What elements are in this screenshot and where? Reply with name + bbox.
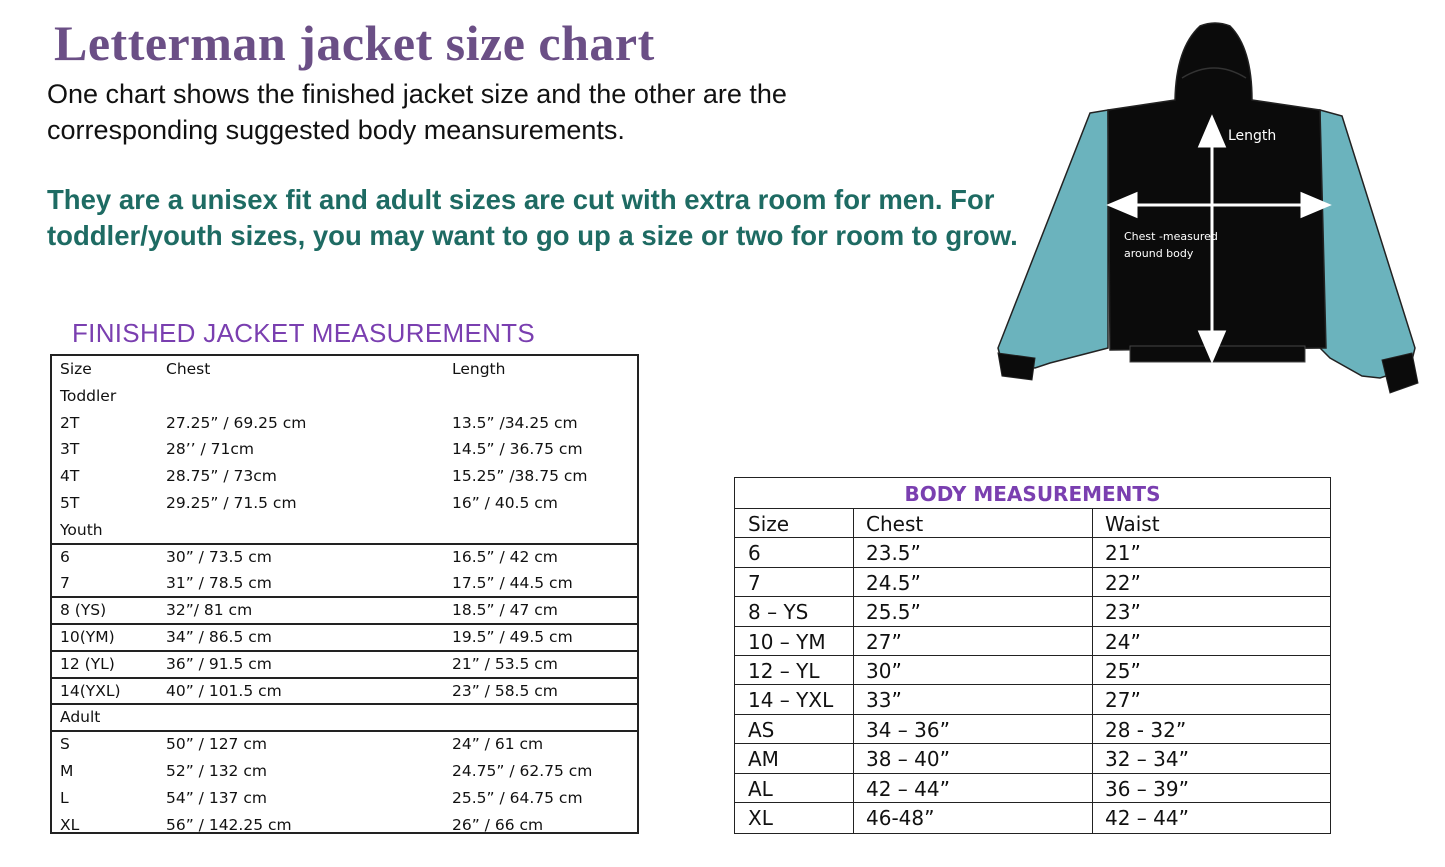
cell-chest: Chest — [166, 360, 211, 378]
cell-length: 17.5” / 44.5 cm — [452, 574, 573, 593]
cell-chest: 34 – 36” — [866, 717, 950, 742]
table-row — [52, 812, 637, 839]
right-sleeve — [1320, 110, 1415, 378]
cell-size: Size — [60, 360, 92, 378]
table-row — [52, 356, 637, 383]
cell-waist: 21” — [1105, 541, 1141, 566]
intro-text: One chart shows the finished jacket size and the other are the corresponding suggested body meansurements. — [47, 79, 787, 145]
table-row — [52, 678, 637, 705]
table-row — [52, 651, 637, 678]
cell-size: 8 – YS — [748, 600, 809, 625]
cell-size: XL — [60, 815, 80, 834]
cell-waist: 36 – 39” — [1105, 776, 1189, 801]
cell-size: 6 — [748, 541, 761, 566]
row-divider — [52, 596, 637, 598]
table-row — [735, 567, 1330, 596]
table-row — [52, 383, 637, 410]
left-sleeve — [998, 110, 1108, 368]
cell-size: Youth — [60, 520, 103, 539]
right-cuff — [1382, 353, 1418, 393]
cell-chest: 46-48” — [866, 806, 935, 830]
table-row — [52, 704, 637, 731]
cell-chest: 32”/ 81 cm — [166, 601, 253, 620]
cell-length: 18.5” / 47 cm — [452, 601, 558, 620]
table-row — [735, 508, 1330, 537]
row-divider — [52, 623, 637, 625]
jacket-diagram — [990, 18, 1430, 403]
cell-waist: Waist — [1105, 512, 1160, 536]
cell-waist: 25” — [1105, 659, 1141, 683]
table-row — [52, 597, 637, 624]
cell-chest: 34” / 86.5 cm — [166, 628, 272, 646]
cell-waist: 42 – 44” — [1105, 806, 1189, 830]
row-divider — [52, 677, 637, 679]
table-row — [735, 684, 1330, 713]
cell-chest: 30” — [866, 659, 902, 683]
left-cuff — [998, 353, 1035, 380]
cell-chest: 52” / 132 cm — [166, 762, 267, 780]
table-row — [52, 785, 637, 812]
row-divider — [52, 650, 637, 652]
table-row — [52, 463, 637, 490]
table-row — [735, 743, 1330, 772]
cell-chest: 27” — [866, 629, 902, 654]
cell-size: 8 (YS) — [60, 601, 107, 620]
cell-size: AM — [748, 747, 779, 772]
cell-length: 24” / 61 cm — [452, 735, 544, 754]
table-row — [735, 537, 1330, 566]
table-row — [735, 596, 1330, 625]
cell-length: 19.5” / 49.5 cm — [452, 628, 573, 646]
body-measurements-heading: BODY MEASUREMENTS — [904, 482, 1161, 506]
cell-size: 10(YM) — [60, 628, 115, 646]
table-row — [735, 626, 1330, 655]
cell-chest: 30” / 73.5 cm — [166, 547, 272, 566]
cell-chest: 56” / 142.25 cm — [166, 815, 292, 834]
cell-waist: 27” — [1105, 688, 1141, 713]
cell-length: 13.5” /34.25 cm — [452, 413, 578, 432]
page-title: Letterman jacket size chart — [54, 15, 655, 71]
cell-length: 14.5” / 36.75 cm — [452, 440, 583, 459]
cell-size: 5T — [60, 494, 80, 512]
row-divider — [52, 730, 637, 732]
cell-waist: 32 – 34” — [1105, 747, 1189, 772]
row-divider — [52, 543, 637, 545]
cell-length: 15.25” /38.75 cm — [452, 467, 588, 486]
table-row — [52, 544, 637, 571]
cell-size: S — [60, 735, 70, 754]
cell-size: 2T — [60, 413, 80, 432]
cell-length: 26” / 66 cm — [452, 815, 544, 834]
cell-chest: 40” / 101.5 cm — [166, 681, 282, 700]
cell-chest: 54” / 137 cm — [166, 788, 267, 807]
cell-chest: 28’’ / 71cm — [166, 440, 254, 459]
cell-waist: 28 - 32” — [1105, 717, 1187, 742]
cell-size: Size — [748, 512, 790, 536]
cell-chest: 27.25” / 69.25 cm — [166, 413, 307, 432]
cell-size: Toddler — [60, 386, 117, 405]
jacket-body — [1108, 23, 1326, 350]
cell-size: L — [60, 788, 69, 807]
cell-chest: 29.25” / 71.5 cm — [166, 494, 297, 512]
cell-chest: 33” — [866, 688, 902, 713]
table-row — [735, 802, 1330, 831]
table-row — [735, 655, 1330, 684]
cell-waist: 22” — [1105, 570, 1141, 595]
cell-length: Length — [452, 360, 506, 378]
cell-length: 16.5” / 42 cm — [452, 547, 558, 566]
cell-length: 25.5” / 64.75 cm — [452, 788, 583, 807]
cell-chest: 38 – 40” — [866, 747, 950, 772]
cell-length: 16” / 40.5 cm — [452, 494, 558, 512]
cell-length: 24.75” / 62.75 cm — [452, 762, 593, 780]
cell-chest: Chest — [866, 512, 924, 536]
cell-chest: 42 – 44” — [866, 776, 950, 801]
cell-chest: 25.5” — [866, 600, 921, 625]
length-label: Length — [1228, 128, 1277, 144]
finished-measurements-heading: FINISHED JACKET MEASUREMENTS — [72, 318, 535, 348]
row-divider — [52, 703, 637, 705]
table-row — [52, 758, 637, 785]
cell-chest: 36” / 91.5 cm — [166, 654, 272, 673]
cell-size: AL — [748, 776, 773, 801]
fit-note: They are a unisex fit and adult sizes are cut with extra room for men. For toddler/youth sizes, you may want to go up a size or two for room to grow. — [47, 184, 1018, 251]
cell-size: M — [60, 762, 74, 780]
cell-size: 3T — [60, 440, 80, 459]
cell-size: XL — [748, 806, 773, 830]
cell-size: 14 – YXL — [748, 688, 834, 713]
cell-size: Adult — [60, 708, 101, 727]
table-row — [52, 731, 637, 758]
cell-size: 7 — [748, 570, 761, 595]
finished-measurements-table — [50, 354, 639, 834]
cell-size: 10 – YM — [748, 629, 826, 654]
table-row — [735, 773, 1330, 802]
chest-label-line2: around body — [1124, 247, 1194, 260]
cell-waist: 23” — [1105, 600, 1141, 625]
table-row — [52, 436, 637, 463]
cell-size: 12 – YL — [748, 659, 820, 683]
cell-chest: 24.5” — [866, 570, 921, 595]
table-row — [735, 714, 1330, 743]
table-row — [52, 570, 637, 597]
cell-size: 14(YXL) — [60, 681, 121, 700]
cell-waist: 24” — [1105, 629, 1141, 654]
cell-size: 6 — [60, 547, 70, 566]
cell-length: 23” / 58.5 cm — [452, 681, 558, 700]
cell-chest: 23.5” — [866, 541, 921, 566]
cell-chest: 28.75” / 73cm — [166, 467, 277, 486]
table-row — [52, 517, 637, 544]
cell-length: 21” / 53.5 cm — [452, 654, 558, 673]
table-row — [52, 410, 637, 437]
cell-chest: 31” / 78.5 cm — [166, 574, 272, 593]
cell-size: 4T — [60, 467, 80, 486]
chest-label-line1: Chest -measured — [1124, 230, 1218, 243]
cell-chest: 50” / 127 cm — [166, 735, 267, 754]
body-measurements-table — [734, 477, 1331, 834]
table-row — [52, 624, 637, 651]
table-row — [52, 490, 637, 517]
cell-size: AS — [748, 717, 775, 742]
cell-size: 7 — [60, 574, 70, 593]
cell-size: 12 (YL) — [60, 654, 115, 673]
